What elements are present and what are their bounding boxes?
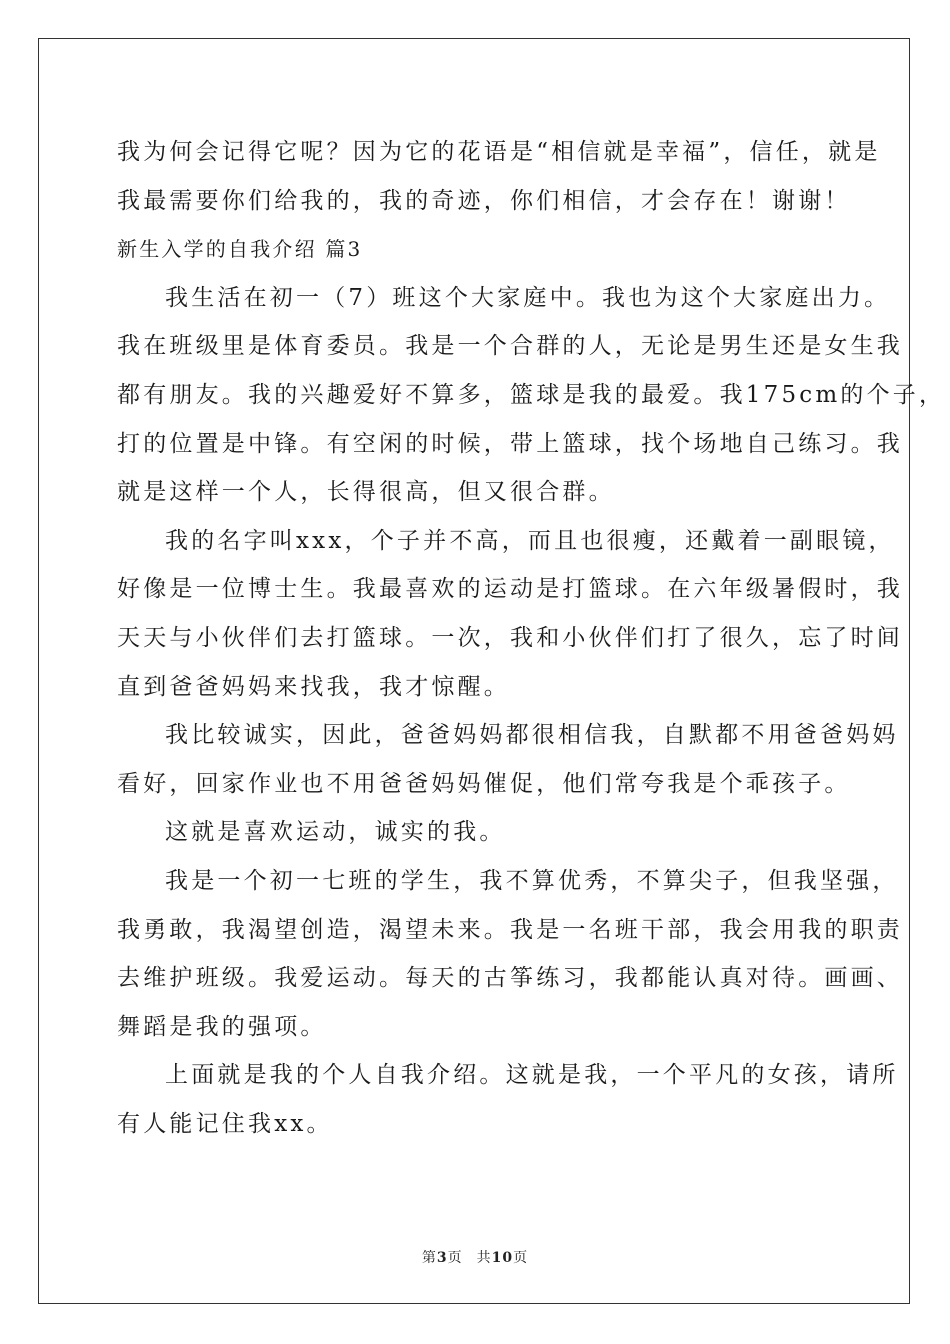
text-line: 天天与小伙伴们去打篮球。一次，我和小伙伴们打了很久，忘了时间	[117, 624, 903, 651]
paragraph-first-line: 我生活在初一（7）班这个大家庭中。我也为这个大家庭出力。	[165, 284, 891, 311]
total-label-prefix: 共	[476, 1250, 492, 1266]
paragraph-first-line: 我比较诚实，因此，爸爸妈妈都很相信我，自默都不用爸爸妈妈	[165, 722, 899, 749]
text-line: 都有朋友。我的兴趣爱好不算多，篮球是我的最爱。我175cm的个子，	[117, 381, 946, 408]
text-line: 好像是一位博士生。我最喜欢的运动是打篮球。在六年级暑假时，我	[117, 576, 903, 603]
section-heading: 新生入学的自我介绍 篇3	[117, 237, 363, 262]
paragraph-first-line: 上面就是我的个人自我介绍。这就是我，一个平凡的女孩，请所	[165, 1062, 899, 1089]
text-line: 去维护班级。我爱运动。每天的古筝练习，我都能认真对待。画画、	[117, 965, 903, 992]
page-footer	[0, 1247, 950, 1267]
paragraph-first-line: 我的名字叫xxx，个子并不高，而且也很瘦，还戴着一副眼镜，	[165, 527, 895, 554]
text-line: 打的位置是中锋。有空闲的时候，带上篮球，找个场地自己练习。我	[117, 430, 903, 457]
text-line: 我在班级里是体育委员。我是一个合群的人，无论是男生还是女生我	[117, 333, 903, 360]
text-line: 我最需要你们给我的，我的奇迹，你们相信，才会存在！谢谢！	[117, 187, 851, 214]
page-label-prefix: 第	[421, 1250, 437, 1266]
current-page-number: 3	[436, 1250, 448, 1266]
document-body	[117, 128, 946, 1148]
text-line: 舞蹈是我的强项。	[117, 1013, 327, 1040]
text-line: 直到爸爸妈妈来找我，我才惊醒。	[117, 673, 510, 700]
paragraph-first-line: 这就是喜欢运动，诚实的我。	[165, 819, 506, 846]
text-line: 我勇敢，我渴望创造，渴望未来。我是一名班干部，我会用我的职责	[117, 916, 903, 943]
text-line: 有人能记住我xx。	[117, 1110, 333, 1137]
total-label-suffix: 页	[513, 1250, 529, 1266]
paragraph-first-line: 我是一个初一七班的学生，我不算优秀，不算尖子，但我坚强，	[165, 867, 899, 894]
page-label-suffix: 页	[447, 1250, 463, 1266]
text-line: 我为何会记得它呢？因为它的花语是“相信就是幸福”，信任，就是	[117, 139, 881, 165]
total-page-count: 10	[491, 1250, 514, 1266]
text-line: 就是这样一个人，长得很高，但又很合群。	[117, 479, 615, 506]
text-line: 看好，回家作业也不用爸爸妈妈催促，他们常夸我是个乖孩子。	[117, 770, 851, 797]
